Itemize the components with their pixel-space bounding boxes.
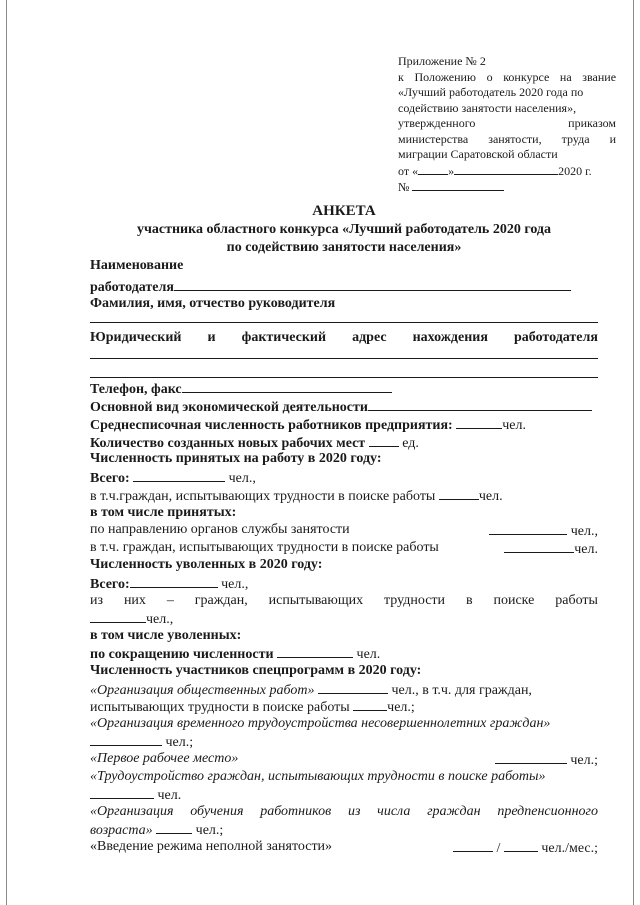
word: числа: [377, 804, 411, 819]
word: испытывающих: [268, 593, 364, 608]
word: адрес: [352, 330, 387, 345]
new-jobs-field[interactable]: [369, 434, 399, 447]
word: них: [123, 593, 146, 608]
word: работников: [260, 804, 332, 819]
hired-by-service-diff-line: [90, 540, 598, 556]
dismissed-heading: Численность уволенных в 2020 году:: [90, 557, 323, 572]
unit: чел.: [502, 418, 526, 433]
form-title-line-3: по содействию занятости населения»: [226, 240, 462, 255]
dismissed-of-them-line: [90, 593, 598, 609]
address-field-2[interactable]: [90, 377, 598, 378]
phone-line: [90, 380, 598, 398]
word: предпенсионного: [497, 804, 598, 819]
new-jobs-line: [90, 434, 598, 452]
unit: чел.,: [228, 471, 256, 486]
word: и: [609, 131, 616, 146]
hired-by-service-field[interactable]: [489, 522, 567, 535]
unit: чел.: [574, 542, 598, 557]
prog-minors-line: «Организация временного трудоустройства несовершеннолетних граждан»: [90, 716, 551, 731]
word: работы: [555, 593, 598, 608]
month-field[interactable]: [454, 163, 558, 175]
director-label: Фамилия, имя, отчество руководителя: [90, 296, 336, 311]
date-suffix: 2020 г.: [558, 163, 592, 178]
word: Положению: [414, 69, 476, 84]
appendix-date-line: [398, 163, 616, 180]
word: утвержденного: [398, 116, 476, 130]
prog-parttime-months-field[interactable]: [504, 839, 538, 852]
prog-public-works-line-2: [90, 698, 598, 716]
prog-training-line-2: [90, 821, 598, 839]
prog-public-works-diff-field[interactable]: [353, 698, 387, 711]
word: о: [486, 69, 493, 84]
prog-parttime-label: «Введение режима неполной занятости»: [90, 839, 333, 854]
unit: чел.;: [195, 823, 224, 838]
hired-incl-heading: в том числе принятых:: [90, 505, 237, 520]
word: приказом: [568, 116, 616, 130]
word: звание: [582, 69, 617, 84]
word: –: [166, 593, 174, 608]
form-title-line-2: участника областного конкурса «Лучший работодатель 2020 года: [136, 222, 552, 237]
hired-heading: Численность принятых на работу в 2020 году:: [90, 451, 382, 466]
word: конкурсе: [503, 69, 550, 84]
page-edge-right: [633, 0, 634, 905]
prog-parttime-value: [453, 839, 598, 857]
word: обучения: [190, 804, 244, 819]
word: на: [559, 69, 572, 84]
name-line: [90, 278, 598, 296]
prog-public-works-line-2-label: испытывающих трудности в поиске работы: [90, 700, 350, 715]
prog-difficulty-field[interactable]: [90, 786, 154, 799]
hired-difficulty-line: [90, 487, 598, 505]
appendix-line-5: [398, 116, 616, 132]
date-mid: »: [448, 163, 455, 178]
appendix-line-4: содействию занятости населения»,: [398, 100, 577, 115]
form-heading: АНКЕТА: [312, 203, 376, 219]
unit: чел.,: [570, 524, 598, 539]
unit: чел.;: [165, 735, 194, 750]
prog-training-line: [90, 804, 598, 820]
special-heading: Численность участников спецпрограмм в 2020 году:: [90, 663, 422, 678]
appendix-block: [398, 54, 616, 196]
unit: чел.,: [146, 612, 174, 627]
hired-total-field[interactable]: [133, 469, 225, 482]
hired-by-service-value: [489, 522, 598, 540]
hired-by-service-label: по направлению органов службы занятости: [90, 522, 350, 537]
prog-first-job-value: [495, 751, 598, 769]
dismissed-reduction-label: по сокращению численности: [90, 647, 274, 662]
unit: чел.: [157, 788, 182, 803]
prog-public-works-line: [90, 681, 598, 699]
hired-by-service-line: [90, 522, 598, 538]
unit: чел.;: [570, 753, 598, 768]
appendix-line-3: «Лучший работодатель 2020 года по: [398, 85, 584, 99]
unit: чел.: [478, 489, 503, 504]
activity-field[interactable]: [368, 398, 592, 411]
word: из: [347, 804, 361, 819]
employer-name-field[interactable]: [174, 278, 571, 291]
prog-public-works-suffix: чел., в т.ч. для граждан,: [391, 683, 532, 698]
activity-label: Основной вид экономической деятельности: [90, 400, 368, 415]
address-field-1[interactable]: [90, 358, 598, 359]
prog-first-job-label: «Первое рабочее место»: [90, 751, 239, 766]
hired-total-label: Всего:: [90, 471, 130, 486]
unit: ед.: [402, 436, 419, 451]
prog-public-works-label: «Организация общественных работ»: [90, 683, 315, 698]
unit: чел.: [356, 647, 381, 662]
unit: чел./мес.;: [541, 841, 598, 856]
word: граждан: [427, 804, 481, 819]
new-jobs-label: Количество созданных новых рабочих мест: [90, 436, 366, 451]
appendix-line-6: [398, 132, 616, 148]
page-edge-left: [6, 0, 7, 905]
hired-by-service-diff-value: [504, 540, 598, 558]
word: поиске: [493, 593, 535, 608]
prog-parttime-line: [90, 839, 598, 855]
avg-headcount-field[interactable]: [456, 416, 502, 429]
activity-line: [90, 398, 598, 416]
dismissed-reduction-field[interactable]: [277, 645, 353, 658]
prog-training-field[interactable]: [156, 821, 192, 834]
word: занятости,: [488, 131, 542, 146]
prog-difficulty-line: «Трудоустройство граждан, испытывающих трудности в поиске работы»: [90, 769, 546, 784]
prog-difficulty-line-2: [90, 786, 598, 804]
hired-difficulty-field[interactable]: [439, 487, 479, 500]
prog-training-line-2-label: возраста»: [90, 823, 153, 838]
word: Юридический: [90, 330, 182, 345]
hired-difficulty-label: в т.ч.граждан, испытывающих трудности в поиске работы: [90, 489, 436, 504]
dismissed-total-field[interactable]: [130, 575, 218, 588]
word: из: [90, 593, 104, 608]
word: фактический: [241, 330, 327, 345]
appendix-number-line: [398, 179, 616, 196]
word: труда: [561, 131, 590, 146]
unit: чел.;: [387, 700, 415, 715]
dismissed-of-them-field[interactable]: [90, 610, 146, 623]
number-sign: №: [398, 180, 410, 194]
order-number-field[interactable]: [412, 179, 504, 191]
word: к: [398, 69, 404, 84]
avg-headcount-line: [90, 416, 598, 434]
word: трудности: [384, 593, 446, 608]
word: работодателя: [513, 330, 598, 345]
name-label-1: Наименование: [90, 258, 184, 273]
appendix-line-7: миграции Саратовской области: [398, 147, 558, 161]
prog-parttime-people-field[interactable]: [453, 839, 493, 852]
date-prefix: от «: [398, 163, 419, 178]
prog-minors-field[interactable]: [90, 733, 162, 746]
hired-by-service-diff-field[interactable]: [504, 540, 574, 553]
word: и: [207, 330, 216, 345]
appendix-line-1: Приложение № 2: [398, 54, 486, 68]
director-field[interactable]: [90, 322, 598, 323]
dismissed-total-line: [90, 575, 598, 593]
name-label-2: работодателя: [90, 280, 174, 295]
word: «Организация: [90, 804, 174, 819]
dismissed-incl-heading: в том числе уволенных:: [90, 628, 242, 643]
address-label: [90, 330, 598, 346]
avg-headcount-label: Среднесписочная численность работников предприятия:: [90, 418, 453, 433]
unit: чел.,: [221, 577, 249, 592]
dismissed-of-them-line-2: [90, 610, 598, 628]
appendix-line-2: [398, 70, 616, 86]
dismissed-total-label: Всего:: [90, 577, 130, 592]
phone-label: Телефон, факс: [90, 382, 182, 397]
prog-public-works-field[interactable]: [318, 681, 388, 694]
prog-first-job-line: [90, 751, 598, 767]
phone-field[interactable]: [182, 380, 392, 393]
day-field[interactable]: [418, 163, 448, 175]
hired-total-line: [90, 469, 598, 487]
prog-minors-line-2: [90, 733, 598, 751]
hired-by-service-diff-label: в т.ч. граждан, испытывающих трудности в поиске работы: [90, 540, 439, 555]
separator: /: [496, 841, 501, 856]
word: граждан,: [194, 593, 248, 608]
word: в: [465, 593, 473, 608]
dismissed-reduction-line: [90, 645, 598, 663]
word: министерства: [398, 131, 469, 146]
prog-first-job-field[interactable]: [495, 751, 567, 764]
word: нахождения: [412, 330, 488, 345]
